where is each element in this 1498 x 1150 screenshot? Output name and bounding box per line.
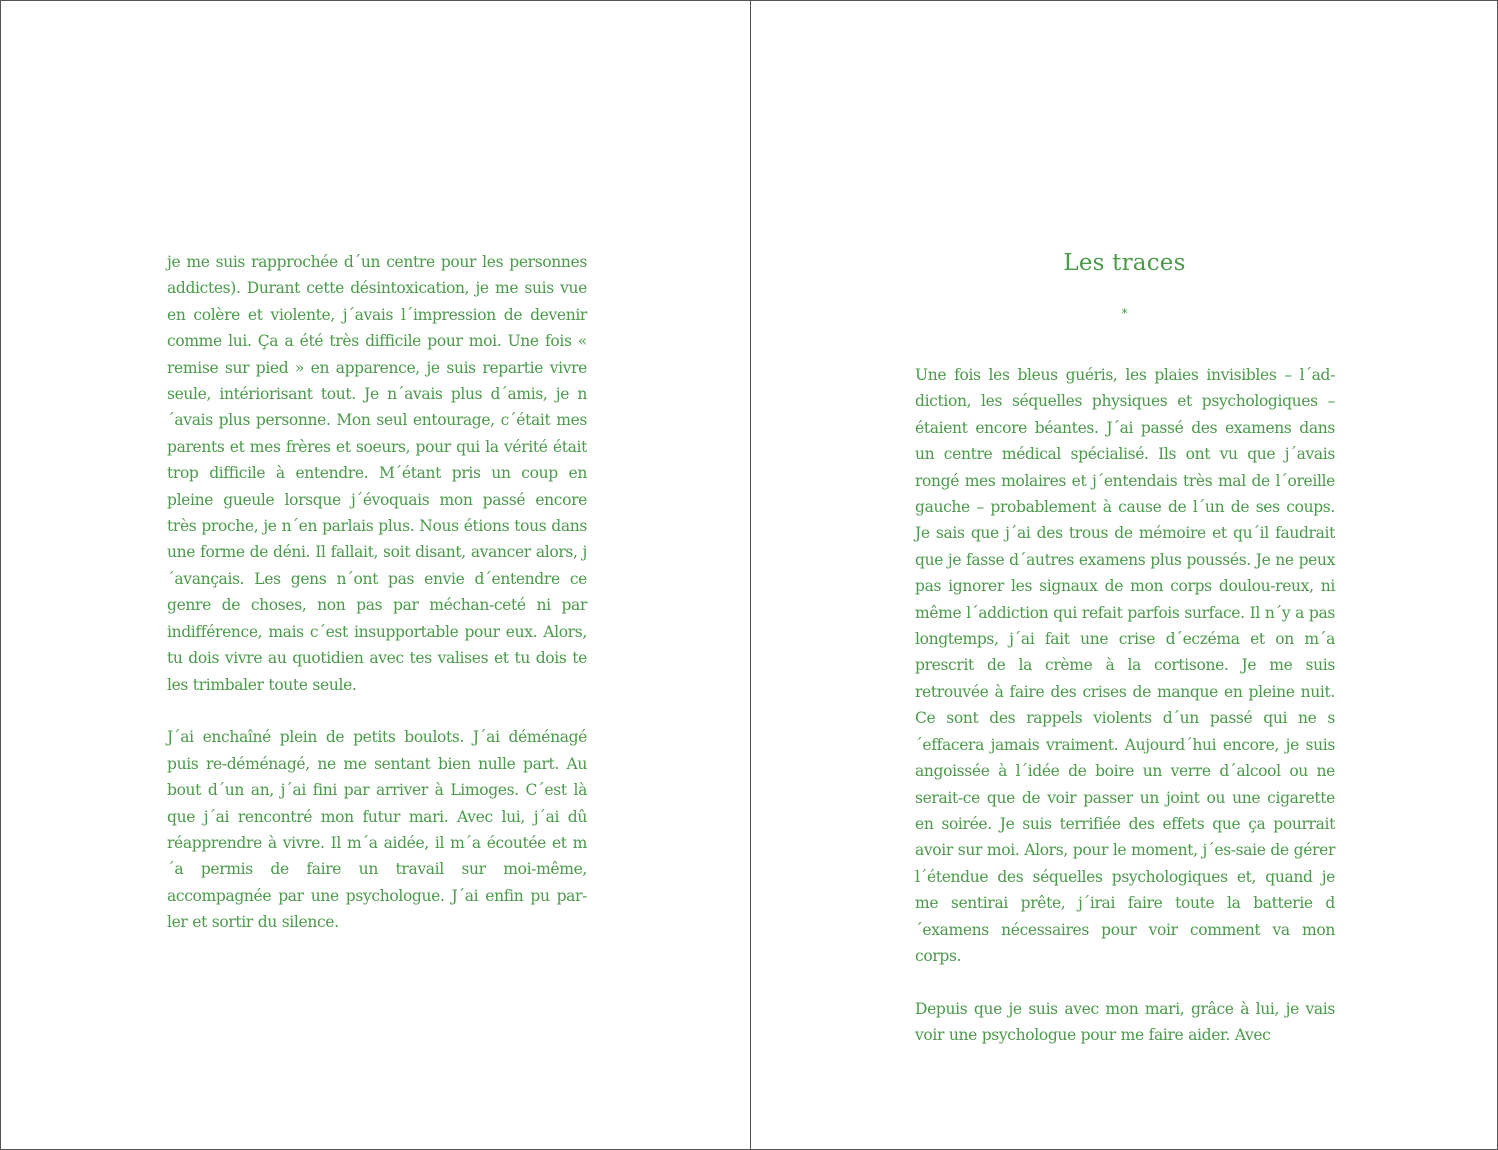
right-page-text — [915, 362, 1335, 1075]
asterisk-ornament: * — [1121, 307, 1128, 322]
left-page — [1, 1, 750, 1149]
left-page-text — [167, 249, 587, 962]
paragraph: je me suis rapprochée d´un centre pour les personnes addictes). Durant cette désintoxication, je me suis vue en colère et violente, j´avais l´impression de devenir comme lui. Ça a été très difficile pour moi. Une fois « remise sur pied » en apparence, je suis repartie vivre seule, intériorisant tout. Je n´avais plus d´amis, je n´avais plus personne. Mon seul entourage, c´était mes parents et mes frères et soeurs, pour qui la vérité était trop difficile à entendre. M´étant pris un coup en pleine gueule lorsque j´évoquais mon passé encore très proche, je n´en parlais plus. Nous étions tous dans une forme de déni. Il fallait, soit disant, avancer alors, j´avançais. Les gens n´ont pas envie d´entendre ce genre de choses, non pas par méchan-ceté ni par indifférence, mais c´est insupportable pour eux. Alors, tu dois vivre au quotidien avec tes valises et tu dois te les trimbaler toute seule. — [167, 253, 587, 694]
paragraph: Depuis que je suis avec mon mari, grâce à lui, je vais voir une psychologue pour me faire aider. Avec — [915, 999, 1335, 1045]
paragraph: Une fois les bleus guéris, les plaies invisibles – l´ad-diction, les séquelles physiques et psychologiques – étaient encore béantes. J´ai passé des examens dans un centre médical spécialisé. Ils ont vu que j´avais rongé mes molaires et j´entendais très mal de l´oreille gauche – probablement à cause de l´un de ses coups. Je sais que j´ai des trous de mémoire et qu´il faudrait que je fasse d´autres examens plus poussés. Je ne peux pas ignorer les signaux de mon corps doulou-reux, ni même l´addiction qui refait parfois surface. Il n´y a pas longtemps, j´ai fait une crise d´eczéma et on m´a prescrit de la crème à la cortisone. Je me suis retrouvée à faire des crises de manque en pleine nuit. Ce sont des rappels violents d´un passé qui ne s´effacera jamais vraiment. Aujourd´hui encore, je suis angoissée à l´idée de boire un verre d´alcool ou ne serait-ce que de voir passer un joint ou une cigarette en soirée. Je suis terrifiée des effets que ça pourrait avoir sur moi. Alors, pour le moment, j´es-saie de gérer l´étendue des séquelles psychologiques et, quand je me sentirai prête, j´irai faire toute la batterie d´examens nécessaires pour voir comment va mon corps. — [915, 366, 1335, 965]
right-page — [751, 1, 1498, 1149]
chapter-title: Les traces — [1063, 250, 1186, 276]
paragraph: J´ai enchaîné plein de petits boulots. J´ai déménagé puis re-déménagé, ne me sentant bien nulle part. Au bout d´un an, j´ai fini par arriver à Limoges. C´est là que j´ai rencontré mon futur mari. Avec lui, j´ai dû réapprendre à vivre. Il m´a aidée, il m´a écoutée et m´a permis de faire un travail sur moi-même, accompagnée par une psychologue. J´ai enfin pu par-ler et sortir du silence. — [167, 728, 587, 932]
